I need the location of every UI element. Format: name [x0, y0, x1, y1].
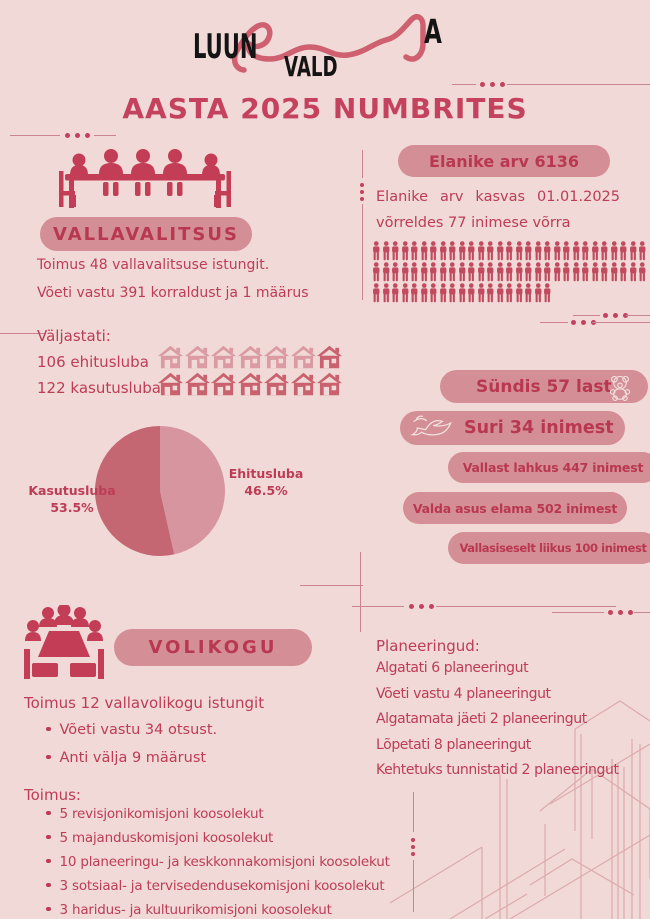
person-icon [429, 283, 438, 303]
person-icon [420, 241, 429, 261]
births-pill [440, 370, 648, 403]
population-count-label: Elanike arv 6136 [429, 151, 579, 171]
planning-item: Algatamata jäeti 2 planeeringut [376, 711, 587, 728]
pie-label-kasutusluba: Kasutusluba 53.5% [28, 483, 116, 515]
house-icon [185, 371, 210, 397]
person-icon [524, 262, 533, 282]
planning-item: Kehtetuks tunnistatid 2 planeeringut [376, 762, 619, 779]
person-icon [505, 262, 514, 282]
person-icon [477, 283, 486, 303]
logo-text-vald: VALD [284, 50, 338, 83]
permits-heading: Väljastati: [37, 327, 111, 345]
person-icon [581, 241, 590, 261]
house-icon [158, 344, 183, 370]
volikogu-intro: Toimus 12 vallavolikogu istungit [24, 694, 265, 712]
person-icon [439, 241, 448, 261]
house-icon [317, 371, 342, 397]
person-icon [638, 241, 647, 261]
person-icon [382, 241, 391, 261]
decorative-line [352, 606, 404, 607]
planning-item: Algatati 6 planeeringut [376, 660, 529, 676]
house-icon [238, 371, 263, 397]
person-icon [553, 262, 562, 282]
person-icon [515, 283, 524, 303]
person-icon [591, 241, 600, 261]
moved-in-pill [403, 492, 627, 524]
committee-item: 5 majanduskomisjoni koosolekut [46, 830, 390, 846]
person-icon [619, 241, 628, 261]
teddy-bear-icon [606, 373, 634, 401]
person-icon [391, 241, 400, 261]
person-icon [382, 262, 391, 282]
person-icon [543, 241, 552, 261]
decorative-line [94, 135, 116, 136]
decorative-dots [480, 82, 505, 87]
person-icon [610, 241, 619, 261]
decorative-line [540, 322, 568, 323]
permits-line1: 106 ehitusluba [37, 353, 149, 371]
person-icon [486, 241, 495, 261]
bullet-dot [46, 883, 51, 888]
council-meeting-icon [22, 605, 106, 681]
person-icon [629, 262, 638, 282]
logo-text-luun: LUUN [193, 27, 258, 67]
committee-item: 5 revisjonikomisjoni koosolekut [46, 806, 390, 822]
pie-label-ehitusluba: Ehitusluba 46.5% [228, 466, 304, 498]
decorative-dots [411, 838, 415, 856]
person-icon [467, 262, 476, 282]
person-icon [429, 262, 438, 282]
permits-line2: 122 kasutusluba [37, 379, 161, 397]
person-icon [610, 262, 619, 282]
house-icon [291, 371, 316, 397]
person-icon [619, 262, 628, 282]
committee-item: 3 sotsiaal- ja tervisedendusekomisjoni koosolekut [46, 878, 390, 894]
births-label: Sündis 57 last [476, 376, 612, 397]
person-icon [429, 241, 438, 261]
person-icon [543, 283, 552, 303]
person-icon [410, 262, 419, 282]
person-icon [553, 241, 562, 261]
person-icon [534, 262, 543, 282]
person-icon [448, 283, 457, 303]
person-icon [629, 241, 638, 261]
person-icon [372, 241, 381, 261]
person-icon [391, 283, 400, 303]
house-icon [291, 344, 316, 370]
volikogu-pill-label: VOLIKOGU [148, 637, 278, 658]
person-icon [448, 241, 457, 261]
decorative-line [413, 792, 414, 832]
person-icon [420, 283, 429, 303]
person-icon [496, 262, 505, 282]
dove-icon [408, 413, 460, 443]
meeting-table-icon [55, 147, 235, 211]
moved-within-pill [448, 532, 650, 564]
decorative-dots [603, 313, 628, 318]
person-icon [439, 283, 448, 303]
population-text-line2: võrreldes 77 inimese võrra [376, 215, 571, 231]
bullet-dot [46, 727, 51, 732]
bullet-dot [46, 811, 51, 816]
person-icon [458, 241, 467, 261]
committees-heading: Toimus: [24, 786, 81, 804]
person-icon [486, 262, 495, 282]
committee-list [46, 806, 390, 918]
house-icon [238, 344, 263, 370]
house-icon [211, 371, 236, 397]
house-icon [211, 344, 236, 370]
house-icon [185, 344, 210, 370]
decorative-line [10, 135, 60, 136]
page-title: AASTA 2025 NUMBRITES [122, 92, 528, 125]
person-icon [496, 241, 505, 261]
planning-item: Lõpetati 8 planeeringut [376, 736, 531, 753]
decorative-line [573, 315, 600, 316]
logo-text-a: A [424, 12, 442, 51]
bullet-dot [46, 835, 51, 840]
person-icon [410, 241, 419, 261]
person-icon [401, 241, 410, 261]
decorative-line [507, 84, 650, 85]
person-icon [467, 241, 476, 261]
volikogu-bullet-2: Anti välja 9 määrust [46, 750, 206, 766]
house-pictogram [158, 344, 342, 398]
person-icon [372, 283, 381, 303]
moved-in-label: Valda asus elama 502 inimest [412, 500, 618, 516]
decorative-line [452, 84, 476, 85]
house-icon [158, 371, 183, 397]
person-icon [496, 283, 505, 303]
person-icon [477, 241, 486, 261]
planning-item: Võeti vastu 4 planeeringut [376, 685, 551, 702]
decorative-dots [360, 183, 364, 201]
decorative-line [626, 315, 650, 316]
person-icon [572, 241, 581, 261]
person-icon [401, 283, 410, 303]
population-pictogram [372, 241, 647, 304]
volikogu-bullet-1: Võeti vastu 34 otsust. [46, 722, 217, 738]
person-icon [420, 262, 429, 282]
decorative-line [634, 612, 650, 613]
person-icon [534, 283, 543, 303]
bullet-dot [46, 907, 51, 912]
committee-item: 3 haridus- ja kultuurikomisjoni koosolekut [46, 902, 390, 918]
population-text-line1: Elanike arv kasvas 01.01.2025 [376, 189, 620, 205]
person-icon [534, 241, 543, 261]
person-icon [515, 262, 524, 282]
decorative-line [362, 204, 363, 300]
person-icon [477, 262, 486, 282]
person-icon [600, 241, 609, 261]
person-icon [572, 262, 581, 282]
person-icon [458, 283, 467, 303]
person-icon [505, 241, 514, 261]
person-icon [524, 241, 533, 261]
decorative-line [552, 612, 604, 613]
decorative-dots [608, 610, 633, 615]
person-icon [382, 283, 391, 303]
moved-away-pill [448, 452, 650, 483]
deaths-label: Suri 34 inimest [464, 418, 614, 438]
house-icon [264, 371, 289, 397]
vallavalitsus-line2: Võeti vastu 391 korraldust ja 1 määrus [37, 285, 309, 301]
population-count-pill [398, 145, 610, 177]
committee-item: 10 planeeringu- ja keskkonnakomisjoni koosolekut [46, 854, 390, 870]
person-icon [458, 262, 467, 282]
decorative-line [436, 606, 616, 607]
moved-away-label: Vallast lahkus 447 inimest [462, 460, 644, 475]
volikogu-pill [114, 629, 312, 666]
decorative-dots [409, 604, 434, 609]
person-icon [591, 262, 600, 282]
person-icon [505, 283, 514, 303]
person-icon [410, 283, 419, 303]
person-icon [524, 283, 533, 303]
deaths-pill [400, 411, 625, 445]
decorative-line [362, 150, 363, 178]
person-icon [562, 262, 571, 282]
person-icon [391, 262, 400, 282]
person-icon [638, 262, 647, 282]
person-icon [467, 283, 476, 303]
decorative-line [592, 322, 650, 323]
person-icon [515, 241, 524, 261]
person-icon [401, 262, 410, 282]
decorative-line [300, 585, 363, 586]
moved-within-label: Vallasiseselt liikus 100 inimest [459, 541, 647, 555]
vallavalitsus-pill [40, 217, 252, 251]
vallavalitsus-pill-label: VALLAVALITSUS [53, 223, 239, 245]
bullet-dot [46, 755, 51, 760]
planning-list [376, 660, 619, 788]
person-icon [372, 262, 381, 282]
bullet-dot [46, 859, 51, 864]
decorative-line [360, 552, 361, 632]
person-icon [562, 241, 571, 261]
person-icon [439, 262, 448, 282]
vallavalitsus-line1: Toimus 48 vallavalitsuse istungit. [37, 257, 270, 273]
person-icon [581, 262, 590, 282]
person-icon [600, 262, 609, 282]
person-icon [486, 283, 495, 303]
house-icon [264, 344, 289, 370]
decorative-line [413, 860, 414, 912]
person-icon [448, 262, 457, 282]
planning-heading: Planeeringud: [376, 637, 480, 655]
decorative-dots [65, 133, 90, 138]
house-icon [317, 344, 342, 370]
person-icon [543, 262, 552, 282]
